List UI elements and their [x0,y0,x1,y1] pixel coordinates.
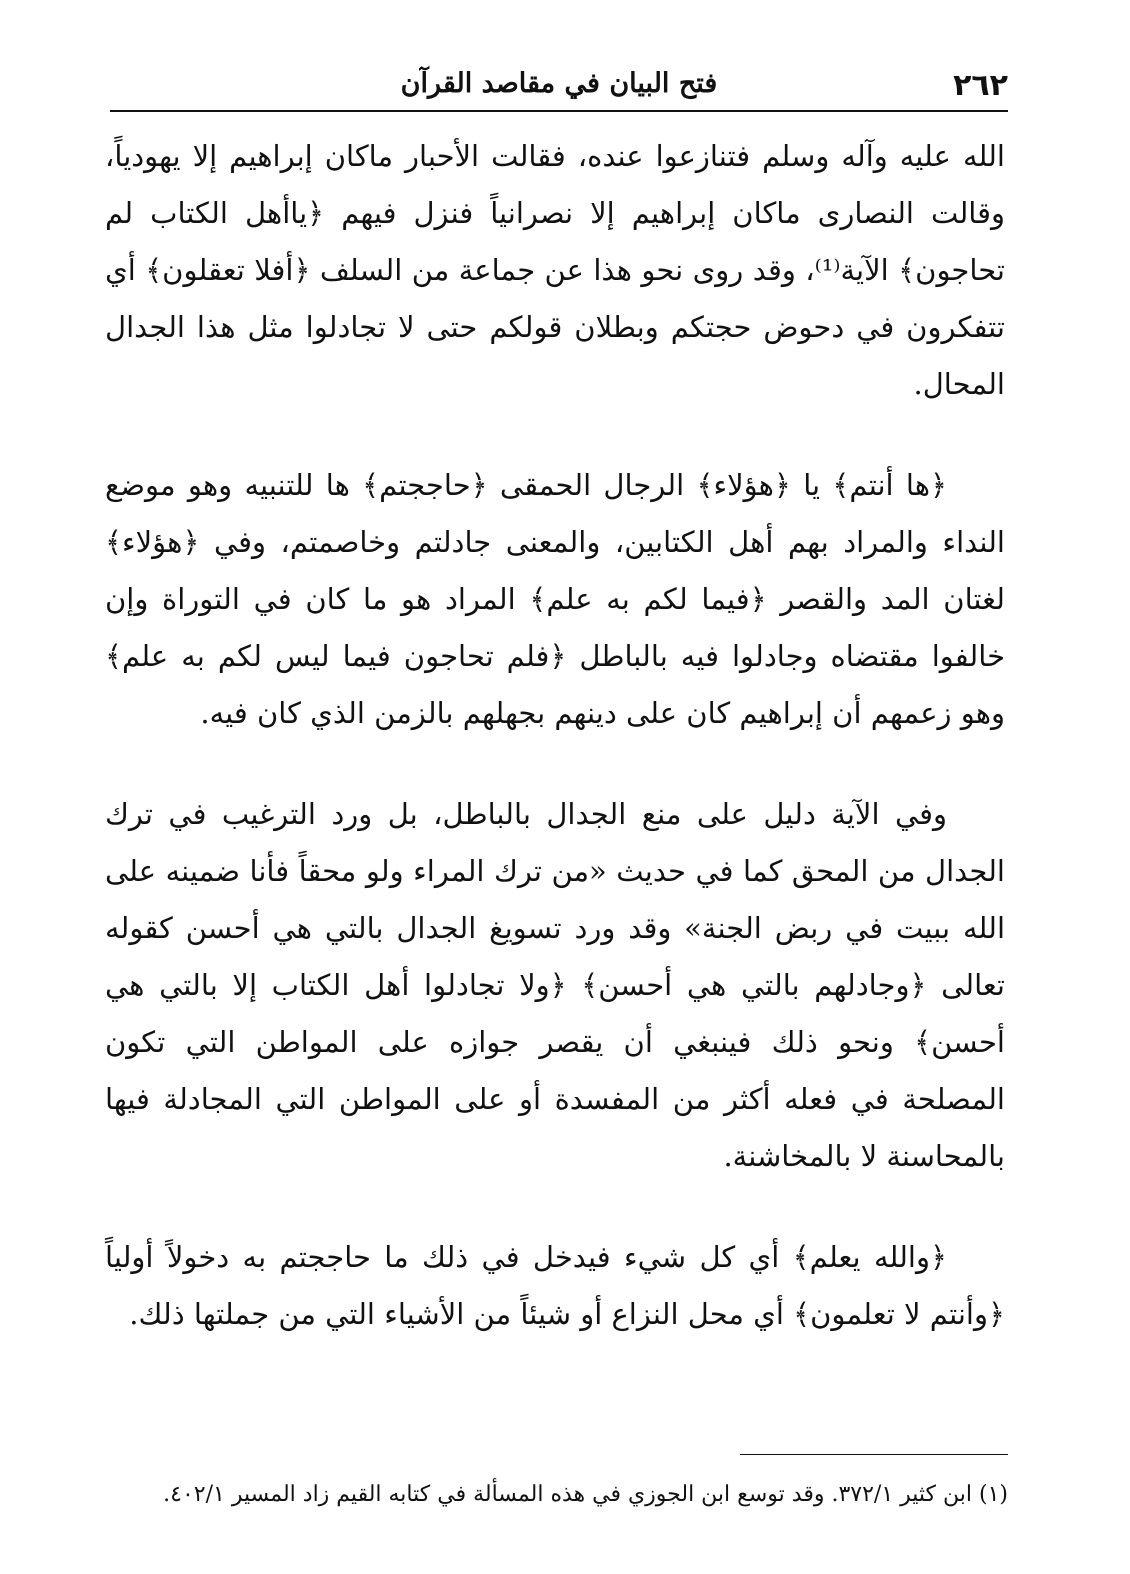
page-header [110,62,1008,110]
body-text [105,128,1005,1343]
paragraph-4: ﴿والله يعلم﴾ أي كل شيء فيدخل في ذلك ما حاججتم به دخولاً أولياً ﴿وأنتم لا تعلمون﴾ أي محل النزاع أو شيئاً من الأشياء التي من جملتها ذلك. [105,1240,1005,1331]
paragraph-1: الله عليه وآله وسلم فتنازعوا عنده، فقالت الأحبار ماكان إبراهيم إلا يهودياً، وقالت النصارى ماكان إبراهيم إلا نصرانياً فنزل فيهم ﴿ياأهل الكتاب لم تحاجون﴾ الآية⁽¹⁾، وقد روى نحو هذا عن جماعة من السلف ﴿أفلا تعقلون﴾ أي تتفكرون في دحوض حجتكم وبطلان قولكم حتى لا تجادلوا مثل هذا الجدال المحال. [105,139,1005,401]
header-rule [110,110,1008,112]
footnote: (١) ابن كثير ٣٧٢/١. وقد توسع ابن الجوزي في هذه المسألة في كتابه القيم زاد المسير ٤٠٢/١. [163,1482,1008,1507]
paragraph-3: وفي الآية دليل على منع الجدال بالباطل، بل ورد الترغيب في ترك الجدال من المحق كما في حديث «من ترك المراء ولو محقاً فأنا ضمينه على الله ببيت في ربض الجنة» وقد ورد تسويغ الجدال بالتي هي أحسن كقوله تعالى ﴿وجادلهم بالتي هي أحسن﴾ ﴿ولا تجادلوا أهل الكتاب إلا بالتي هي أحسن﴾ ونحو ذلك فينبغي أن يقصر جوازه على المواطن التي تكون المصلحة في فعله أكثر من المفسدة أو على المواطن التي المجادلة فيها بالمحاسنة لا بالمخاشنة. [105,797,1005,1173]
paragraph-2: ﴿ها أنتم﴾ يا ﴿هؤلاء﴾ الرجال الحمقى ﴿حاججتم﴾ ها للتنبيه وهو موضع النداء والمراد بهم أهل الكتابين، والمعنى جادلتم وخاصمتم، وفي ﴿هؤلاء﴾ لغتان المد والقصر ﴿فيما لكم به علم﴾ المراد هو ما كان في التوراة وإن خالفوا مقتضاه وجادلوا فيه بالباطل ﴿فلم تحاجون فيما ليس لكم به علم﴾ وهو زعمهم أن إبراهيم كان على دينهم بجهلهم بالزمن الذي كان فيه. [105,468,1005,730]
footnote-rule [740,1454,1008,1455]
running-title: فتح البيان في مقاصد القرآن [400,68,718,99]
page-number: ٢٦٢ [953,68,1008,103]
